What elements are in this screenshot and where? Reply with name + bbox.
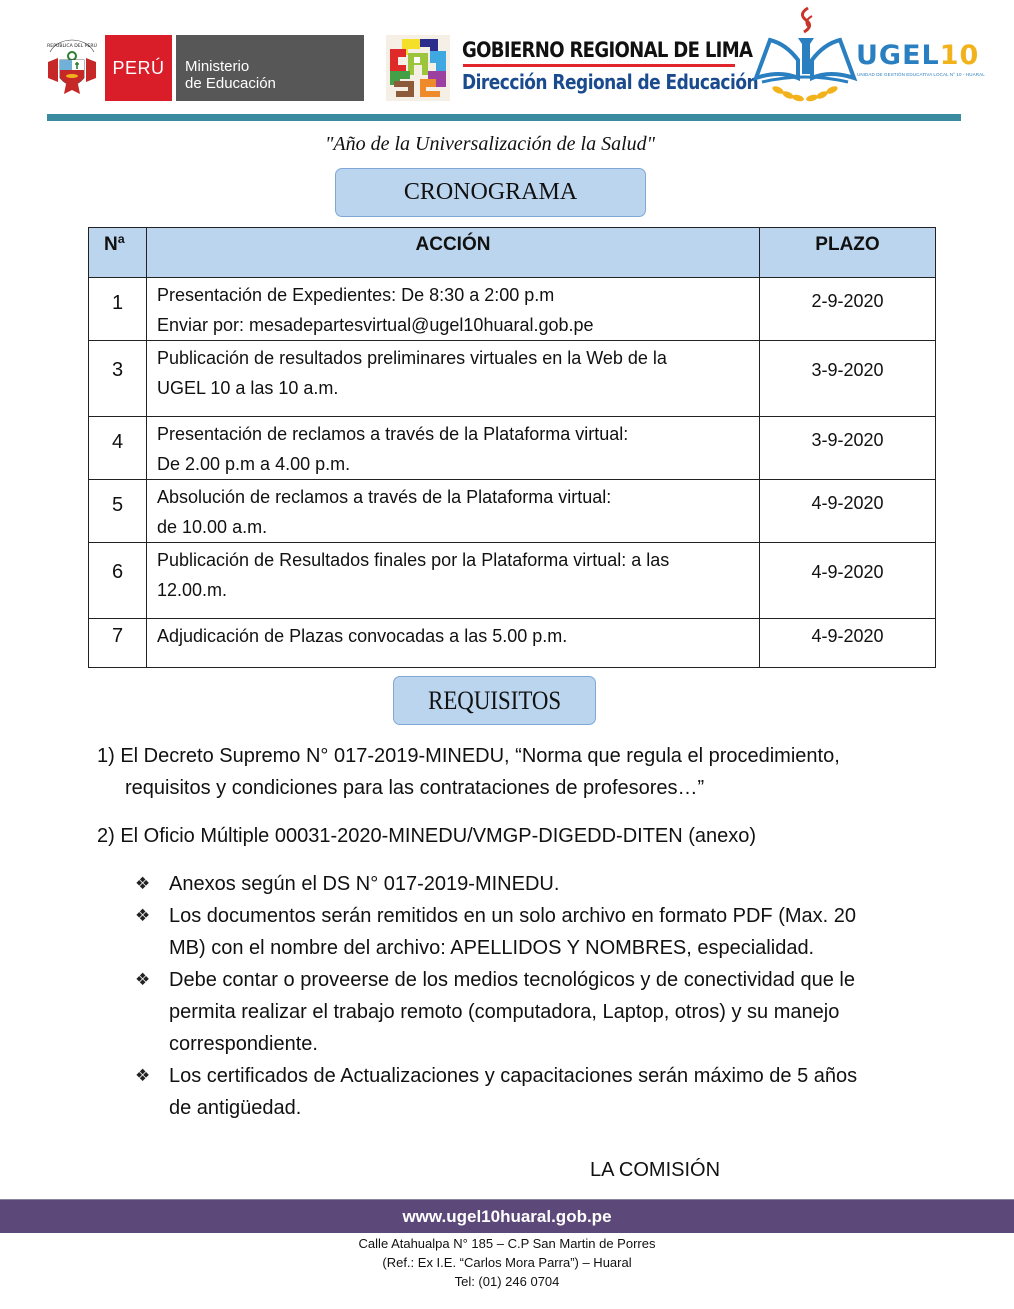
action-line: Publicación de Resultados finales por la Plataforma virtual: a las [157,550,670,570]
row-action [147,619,760,668]
requisitos-heading [393,676,596,725]
row-number: 5 [89,480,147,543]
requirement-item-1 [97,740,840,804]
column-header-number: Nª [89,228,147,278]
website-link[interactable]: www.ugel10huaral.gob.pe [402,1207,612,1226]
ugel-10-wordmark [856,40,979,71]
action-line: Publicación de resultados preliminares virtuales en la Web de la [157,348,667,368]
svg-text:REPÚBLICA DEL PERÚ: REPÚBLICA DEL PERÚ [47,44,97,49]
table-row [89,417,936,480]
row-action [147,543,760,619]
diamond-bullet-icon: ❖ [135,970,151,989]
action-line: UGEL 10 a las 10 a.m. [157,378,339,398]
cronograma-title: CRONOGRAMA [403,179,578,205]
row-action [147,341,760,417]
bullet-line: de antigüedad. [169,1097,302,1119]
row-deadline: 4-9-2020 [760,619,936,668]
table-header-row [89,228,936,278]
row-deadline: 3-9-2020 [760,417,936,480]
action-line: Presentación de Expedientes: De 8:30 a 2:00 p.m [157,285,555,305]
diamond-bullet-icon: ❖ [135,1066,151,1085]
row-number: 6 [89,543,147,619]
row-action [147,417,760,480]
ugel-book-torch-emblem-icon [752,4,858,104]
row-action [147,480,760,543]
requirement-1-line-1: 1) El Decreto Supremo N° 017-2019-MINEDU, “Norma que regula el procedimiento, [97,745,840,767]
diamond-bullet-icon: ❖ [135,906,151,925]
row-deadline: 3-9-2020 [760,341,936,417]
column-header-deadline: PLAZO [760,228,936,278]
table-row [89,543,936,619]
cronograma-heading [335,168,646,217]
bullet-line: MB) con el nombre del archivo: APELLIDOS Y NOMBRES, especialidad. [169,937,815,959]
row-action [147,278,760,341]
bullet-line: Los documentos serán remitidos en un solo archivo en formato PDF (Max. 20 [169,905,856,927]
ugel-number: 10 [939,40,980,71]
peru-coat-of-arms-icon [44,38,100,98]
table-row [89,278,936,341]
ugel-word: UGEL [856,40,940,71]
address-line-2: (Ref.: Ex I.E. “Carlos Mora Parra”) – Huaral [382,1255,632,1270]
bullet-line: correspondiente. [169,1033,318,1055]
column-header-action: ACCIÓN [147,228,760,278]
signature-commission: LA COMISIÓN [590,1159,721,1181]
list-item [135,1060,935,1124]
ministry-line-1: Ministerio [185,58,250,75]
row-deadline: 4-9-2020 [760,480,936,543]
action-line: Adjudicación de Plazas convocadas a las 5.00 p.m. [157,626,568,646]
peru-label: PERÚ [112,57,165,78]
gobierno-regional-divider [463,64,735,67]
row-number: 4 [89,417,147,480]
schedule-table [88,227,936,668]
ugel-tagline: UNIDAD DE GESTIÓN EDUCATIVA LOCAL N° 10 - HUARAL [857,72,985,77]
action-line: 12.00.m. [157,580,228,600]
bullet-line: Anexos según el DS N° 017-2019-MINEDU. [169,873,560,895]
ministry-line-2: de Educación [185,75,276,92]
action-line: Absolución de reclamos a través de la Plataforma virtual: [157,487,612,507]
action-email-line: Enviar por: mesadepartesvirtual@ugel10huaral.gob.pe [157,315,594,335]
requirement-item-2: 2) El Oficio Múltiple 00031-2020-MINEDU/VMGP-DIGEDD-DITEN (anexo) [97,825,757,847]
row-number: 3 [89,341,147,417]
letterhead [0,0,1014,125]
row-deadline: 4-9-2020 [760,543,936,619]
requirement-bullet-list [135,868,935,1124]
address-line-1: Calle Atahualpa N° 185 – C.P San Martin de Porres [358,1236,656,1251]
direccion-regional-subtitle: Dirección Regional de Educación [462,70,759,94]
list-item [135,868,935,900]
phone-number: Tel: (01) 246 0704 [454,1274,560,1289]
action-line: De 2.00 p.m a 4.00 p.m. [157,454,351,474]
row-number: 7 [89,619,147,668]
bullet-line: Debe contar o proveerse de los medios tecnológicos y de conectividad que le [169,969,855,991]
footer-website-bar [0,1199,1014,1233]
diamond-bullet-icon: ❖ [135,874,151,893]
bullet-line: Los certificados de Actualizaciones y capacitaciones serán máximo de 5 años [169,1065,858,1087]
list-item [135,900,935,964]
row-number: 1 [89,278,147,341]
requirement-1-line-2: requisitos y condiciones para las contrataciones de profesores…” [125,777,705,799]
year-motto: "Año de la Universalización de la Salud" [324,133,656,155]
table-row [89,480,936,543]
header-divider [47,114,961,121]
peru-brand-block [105,35,172,101]
ministry-brand-block [176,35,364,101]
list-item [135,964,935,1060]
gobierno-regional-title: GOBIERNO REGIONAL DE LIMA [462,38,753,62]
footer-address [0,1234,1014,1291]
bullet-line: permita realizar el trabajo remoto (computadora, Laptop, otros) y su manejo [169,1001,840,1023]
row-deadline: 2-9-2020 [760,278,936,341]
gobierno-regional-logo-icon [386,35,450,101]
action-line: de 10.00 a.m. [157,517,268,537]
table-row [89,619,936,668]
action-line: Presentación de reclamos a través de la Plataforma virtual: [157,424,629,444]
table-row [89,341,936,417]
requisitos-title: REQUISITOS [427,685,562,715]
